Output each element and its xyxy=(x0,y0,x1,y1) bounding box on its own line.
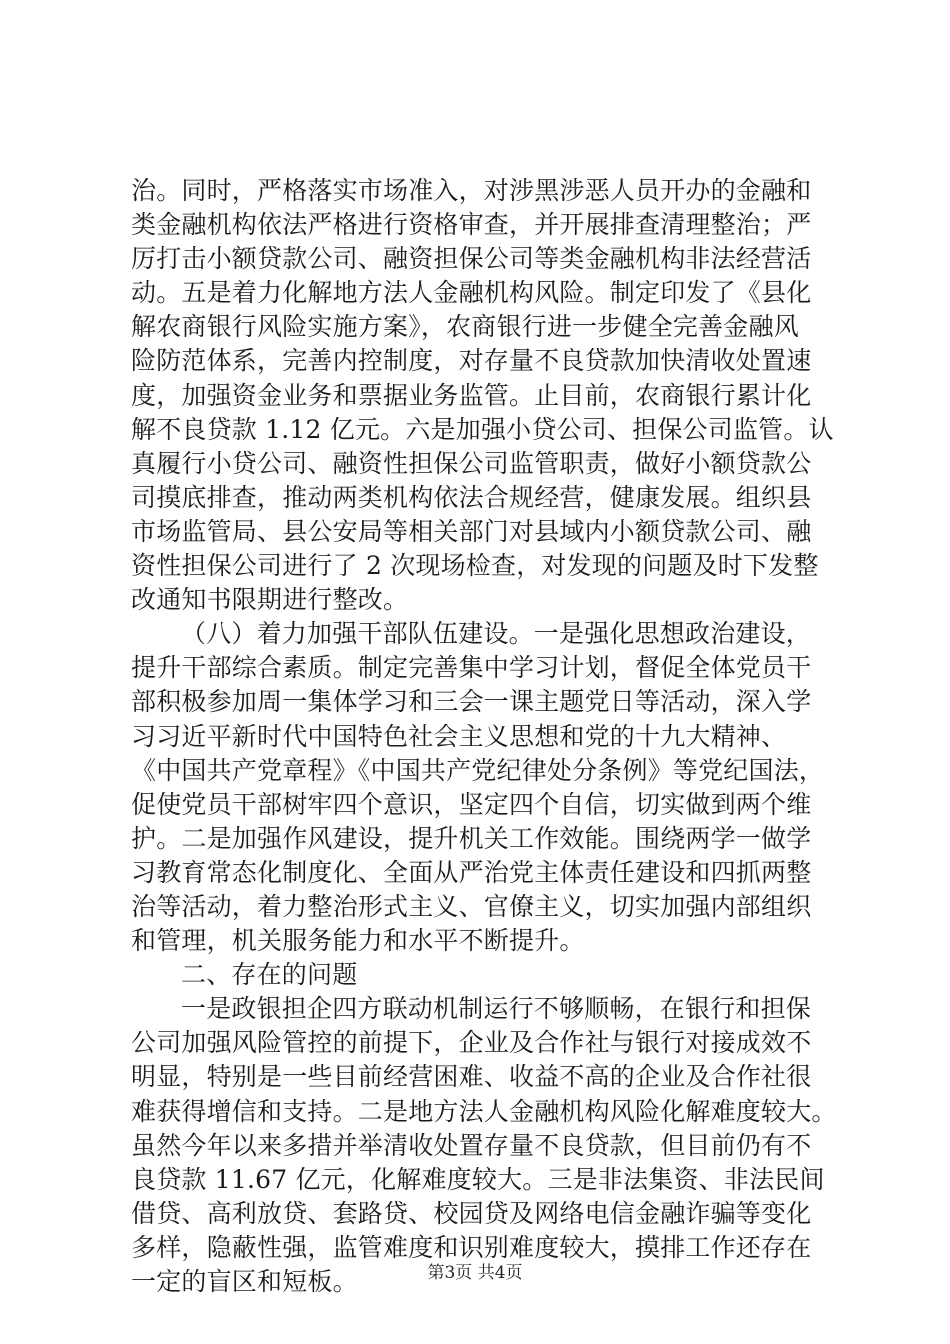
text-line: 借贷、高利放贷、套路贷、校园贷及网络电信金融诈骗等变化 xyxy=(131,1198,812,1228)
page-number-label: 第3页 共4页 xyxy=(427,1263,523,1283)
text-line: 多样，隐蔽性强，监管难度和识别难度较大，摸排工作还存在 xyxy=(131,1232,812,1262)
text-line: 促使党员干部树牢四个意识，坚定四个自信，切实做到两个维 xyxy=(131,789,812,819)
text-line: 市场监管局、县公安局等相关部门对县域内小额贷款公司、融 xyxy=(131,516,812,546)
text-line: 资性担保公司进行了 2 次现场检查，对发现的问题及时下发整 xyxy=(131,551,819,581)
text-line: 一定的盲区和短板。 xyxy=(131,1267,358,1296)
text-line: 一是政银担企四方联动机制运行不够顺畅，在银行和担保 xyxy=(181,994,812,1024)
text-line: 护。二是加强作风建设，提升机关工作效能。围绕两学一做学 xyxy=(131,823,812,853)
text-line: 真履行小贷公司、融资性担保公司监管职责，做好小额贷款公 xyxy=(131,448,812,478)
text-line: 解不良贷款 1.12 亿元。六是加强小贷公司、担保公司监管。认 xyxy=(131,414,834,444)
text-line: 虽然今年以来多措并举清收处置存量不良贷款，但目前仍有不 xyxy=(131,1130,812,1160)
section-heading: 二、存在的问题 xyxy=(181,960,358,990)
text-line: 难获得增信和支持。二是地方法人金融机构风险化解难度较大。 xyxy=(131,1096,837,1126)
text-line: 部积极参加周一集体学习和三会一课主题党日等活动，深入学 xyxy=(131,687,812,717)
text-line: 司摸底排查，推动两类机构依法合规经营，健康发展。组织县 xyxy=(131,482,812,512)
text-line: 度，加强资金业务和票据业务监管。止目前，农商银行累计化 xyxy=(131,380,812,410)
text-line: 公司加强风险管控的前提下，企业及合作社与银行对接成效不 xyxy=(131,1028,812,1058)
text-line: 治。同时，严格落实市场准入，对涉黑涉恶人员开办的金融和 xyxy=(131,176,812,205)
text-line: 动。五是着力化解地方法人金融机构风险。制定印发了《县化 xyxy=(131,278,812,308)
text-line: 类金融机构依法严格进行资格审查，并开展排查清理整治；严 xyxy=(131,210,812,240)
text-line: 治等活动，着力整治形式主义、官僚主义，切实加强内部组织 xyxy=(131,891,812,921)
section-heading-line: （八）着力加强干部队伍建设。一是强化思想政治建设， xyxy=(181,619,812,649)
text-line: 《中国共产党章程》《中国共产党纪律处分条例》等党纪国法， xyxy=(131,755,825,785)
text-line: 习习近平新时代中国特色社会主义思想和党的十九大精神、 xyxy=(131,721,787,751)
text-line: 明显，特别是一些目前经营困难、收益不高的企业及合作社很 xyxy=(131,1062,812,1092)
text-line: 厉打击小额贷款公司、融资担保公司等类金融机构非法经营活 xyxy=(131,244,812,274)
text-line: 良贷款 11.67 亿元，化解难度较大。三是非法集资、非法民间 xyxy=(131,1164,825,1194)
text-line: 提升干部综合素质。制定完善集中学习计划，督促全体党员干 xyxy=(131,653,812,683)
text-line: 和管理，机关服务能力和水平不断提升。 xyxy=(131,926,585,956)
page-footer xyxy=(0,1258,950,1283)
text-line: 习教育常态化制度化、全面从严治党主体责任建设和四抓两整 xyxy=(131,857,812,887)
text-line: 险防范体系，完善内控制度，对存量不良贷款加快清收处置速 xyxy=(131,346,812,376)
text-line: 改通知书限期进行整改。 xyxy=(131,585,409,615)
text-line: 解农商银行风险实施方案》，农商银行进一步健全完善金融风 xyxy=(131,312,799,342)
document-body xyxy=(131,174,837,1299)
